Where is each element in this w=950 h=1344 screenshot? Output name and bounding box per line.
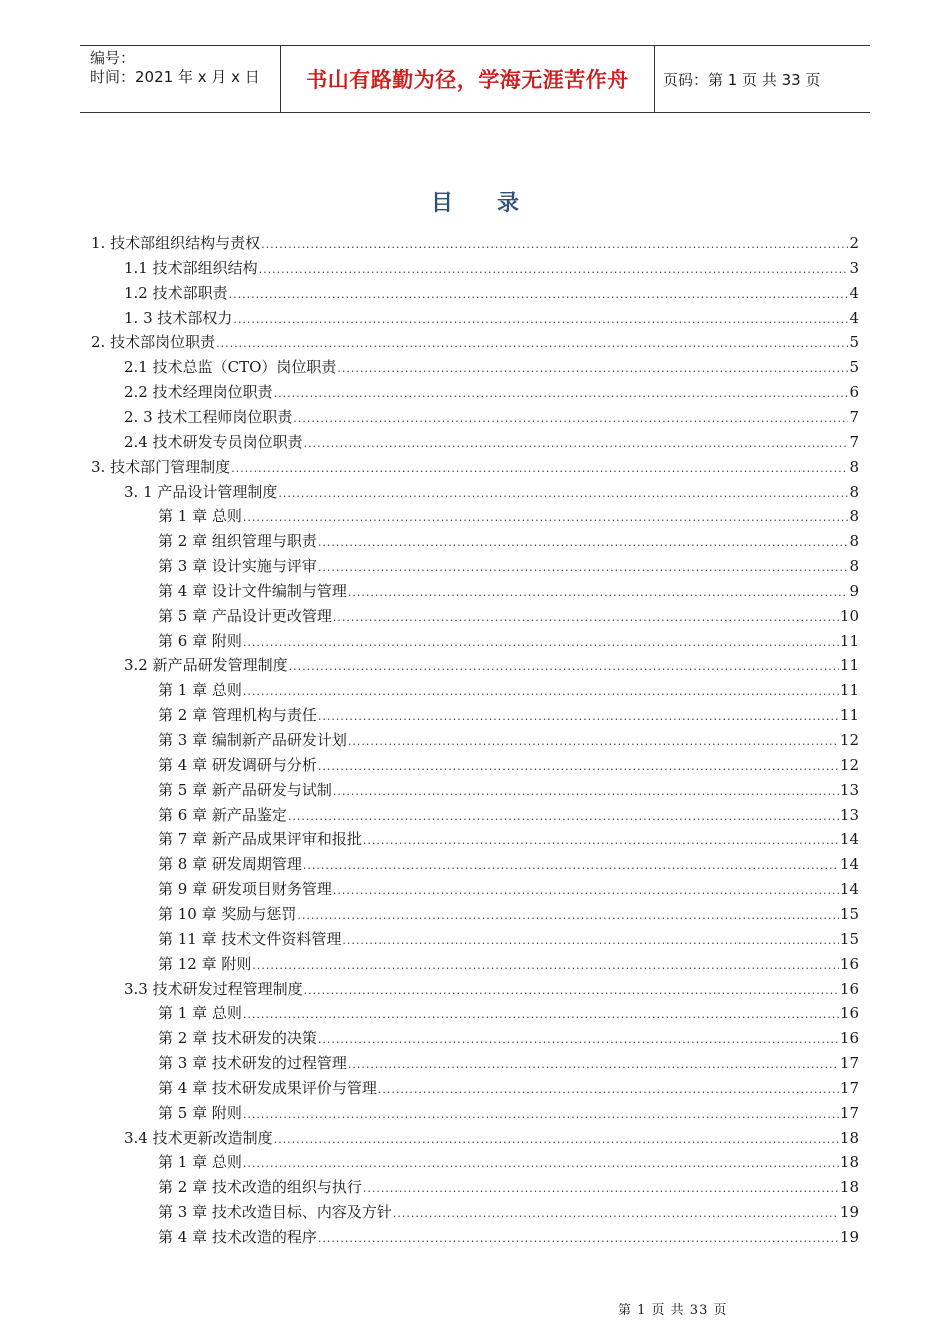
toc-entry-title: 1.2 技术部职责	[124, 283, 228, 302]
toc-entry[interactable]	[124, 380, 859, 404]
toc-entry-page: 7	[849, 407, 859, 426]
toc-entry-title: 2. 3 技术工程师岗位职责	[124, 407, 293, 426]
doc-number-label: 编号：	[90, 49, 136, 67]
toc-entry[interactable]	[158, 927, 859, 951]
toc-leader-dots	[289, 655, 839, 679]
toc-leader-dots	[293, 407, 848, 431]
toc-entry-title: 3.4 技术更新改造制度	[124, 1128, 273, 1147]
header-motto: 书山有路勤为径，学海无涯苦作舟	[281, 46, 655, 112]
toc-leader-dots	[378, 1078, 839, 1102]
toc-leader-dots	[259, 258, 849, 282]
toc-entry[interactable]	[124, 256, 859, 280]
toc-entry[interactable]	[158, 1175, 859, 1199]
toc-entry-page: 11	[839, 631, 859, 650]
toc-entry-title: 第 6 章 附则	[158, 631, 242, 650]
toc-leader-dots	[318, 1227, 839, 1251]
toc-leader-dots	[233, 308, 848, 332]
toc-leader-dots	[288, 805, 839, 829]
toc-entry-title: 第 5 章 新产品研发与试制	[158, 780, 332, 799]
toc-entry-page: 8	[849, 457, 859, 476]
toc-entry[interactable]	[158, 529, 859, 553]
toc-entry[interactable]	[158, 1001, 859, 1025]
toc-entry-page: 16	[839, 1029, 859, 1048]
toc-leader-dots	[243, 506, 849, 530]
toc-entry-title: 第 1 章 总则	[158, 681, 242, 700]
toc-entry-page: 14	[839, 880, 859, 899]
toc-entry[interactable]	[124, 405, 859, 429]
toc-entry-page: 14	[839, 855, 859, 874]
toc-entry-title: 1.1 技术部组织结构	[124, 258, 258, 277]
toc-entry-title: 第 3 章 技术研发的过程管理	[158, 1054, 347, 1073]
toc-entry-title: 1. 3 技术部权力	[124, 308, 233, 327]
toc-entry-title: 第 1 章 总则	[158, 1004, 242, 1023]
toc-entry-title: 第 6 章 新产品鉴定	[158, 805, 287, 824]
toc-entry-title: 第 4 章 技术改造的程序	[158, 1228, 317, 1246]
toc-leader-dots	[243, 1152, 839, 1176]
toc-entry[interactable]	[124, 355, 859, 379]
toc-entry-page: 12	[839, 755, 859, 774]
toc-title: 目录	[430, 191, 563, 216]
page-header	[80, 45, 870, 113]
toc-leader-dots	[363, 829, 839, 853]
toc-entry-page: 4	[849, 308, 859, 327]
toc-entry[interactable]	[158, 579, 859, 603]
toc-entry[interactable]	[158, 852, 859, 876]
toc-entry-title: 2.2 技术经理岗位职责	[124, 383, 273, 402]
toc-entry[interactable]	[158, 778, 859, 802]
toc-leader-dots	[318, 755, 839, 779]
toc-entry-title: 第 2 章 技术改造的组织与执行	[158, 1178, 362, 1197]
toc-entry[interactable]	[124, 480, 859, 504]
toc-entry-page: 11	[839, 656, 859, 675]
toc-entry-title: 第 4 章 研发调研与分析	[158, 755, 317, 774]
toc-leader-dots	[333, 780, 839, 804]
toc-leader-dots	[243, 631, 839, 655]
toc-entry[interactable]	[91, 231, 859, 255]
toc-entry[interactable]	[158, 604, 859, 628]
toc-entry[interactable]	[158, 952, 859, 976]
toc-entry[interactable]	[91, 330, 859, 354]
date-label: 时间：2021 年 x 月 x 日	[90, 68, 260, 86]
toc-leader-dots	[304, 432, 849, 456]
toc-leader-dots	[333, 879, 839, 903]
toc-leader-dots	[243, 1003, 839, 1027]
toc-entry-page: 2	[849, 234, 859, 252]
toc-entry-page: 5	[849, 358, 859, 377]
toc-entry-title: 3.3 技术研发过程管理制度	[124, 979, 303, 998]
toc-entry[interactable]	[124, 977, 859, 1001]
toc-leader-dots	[337, 357, 848, 381]
toc-leader-dots	[231, 457, 848, 481]
toc-entry[interactable]	[158, 1225, 859, 1249]
toc-entry-title: 第 5 章 产品设计更改管理	[158, 606, 332, 625]
toc-leader-dots	[348, 1053, 839, 1077]
toc-entry-title: 第 3 章 技术改造目标、内容及方针	[158, 1203, 392, 1222]
toc-entry-page: 11	[839, 706, 859, 725]
toc-entry-title: 3. 技术部门管理制度	[91, 457, 231, 476]
toc-leader-dots	[318, 531, 849, 555]
toc-entry[interactable]	[158, 877, 859, 901]
toc-entry[interactable]	[158, 1051, 859, 1075]
toc-entry[interactable]	[158, 803, 859, 827]
toc-entry-title: 3.2 新产品研发管理制度	[124, 656, 288, 675]
toc-entry-title: 1. 技术部组织结构与责权	[91, 234, 261, 252]
toc-leader-dots	[363, 1177, 839, 1201]
toc-entry-title: 第 1 章 总则	[158, 507, 242, 526]
toc-entry-page: 12	[839, 731, 859, 749]
header-meta	[80, 46, 281, 112]
toc-entry-page: 5	[849, 333, 859, 352]
toc-leader-dots	[274, 1128, 839, 1152]
toc-entry-page: 18	[839, 1153, 859, 1172]
toc-entry-title: 第 4 章 设计文件编制与管理	[158, 581, 347, 600]
toc-entry-page: 4	[849, 283, 859, 302]
toc-leader-dots	[216, 332, 848, 356]
toc-entry[interactable]	[158, 629, 859, 653]
toc-entry-title: 第 4 章 技术研发成果评价与管理	[158, 1078, 377, 1097]
toc-entry[interactable]	[158, 902, 859, 926]
toc-entry-page: 7	[849, 432, 859, 451]
toc-entry-page: 14	[839, 830, 859, 849]
toc-entry[interactable]	[158, 827, 859, 851]
toc-entry-title: 第 5 章 附则	[158, 1103, 242, 1122]
toc-leader-dots	[318, 705, 839, 729]
toc-leader-dots	[318, 1028, 839, 1052]
toc-entry[interactable]	[124, 653, 859, 677]
toc-entry-page: 8	[849, 532, 859, 551]
toc-entry-page: 17	[839, 1054, 859, 1073]
toc-entry-page: 16	[839, 979, 859, 998]
toc-entry[interactable]	[158, 504, 859, 528]
toc-leader-dots	[243, 1103, 839, 1127]
toc-entry[interactable]	[124, 1126, 859, 1150]
toc-entry-page: 9	[849, 581, 859, 600]
toc-entry[interactable]	[91, 455, 859, 479]
toc-entry[interactable]	[158, 1076, 859, 1100]
toc-entry[interactable]	[158, 1101, 859, 1125]
toc-entry-page: 15	[839, 929, 859, 948]
toc-entry[interactable]	[158, 728, 859, 752]
toc-entry-page: 13	[839, 805, 859, 824]
toc-entry-title: 第 9 章 研发项目财务管理	[158, 880, 332, 899]
toc-entry[interactable]	[124, 306, 859, 330]
header-page-info: 页码：第 1 页 共 33 页	[663, 70, 821, 89]
toc-leader-dots	[348, 730, 839, 754]
toc-leader-dots	[278, 482, 848, 506]
toc-entry-title: 第 10 章 奖励与惩罚	[158, 904, 297, 923]
toc-leader-dots	[333, 606, 839, 630]
toc-entry-title: 第 12 章 附则	[158, 954, 252, 973]
toc-leader-dots	[393, 1202, 839, 1226]
toc-entry-title: 2. 技术部岗位职责	[91, 333, 216, 352]
toc-entry-page: 15	[839, 904, 859, 923]
toc-entry-title: 第 3 章 设计实施与评审	[158, 557, 317, 576]
toc-entry-title: 第 2 章 技术研发的决策	[158, 1029, 317, 1048]
toc-entry-title: 第 7 章 新产品成果评审和报批	[158, 830, 362, 849]
toc-entry-page: 8	[849, 482, 859, 501]
toc-entry-title: 第 2 章 管理机构与责任	[158, 706, 317, 725]
toc-leader-dots	[252, 954, 839, 978]
toc-leader-dots	[318, 556, 849, 580]
footer-page-number: 第 1 页 共 33 页	[618, 1303, 728, 1318]
toc-leader-dots	[274, 382, 849, 406]
toc-entry-page: 19	[839, 1228, 859, 1246]
toc-entry-page: 19	[839, 1203, 859, 1222]
toc-entry-page: 6	[849, 383, 859, 402]
toc-entry[interactable]	[158, 1150, 859, 1174]
toc-entry-page: 3	[849, 258, 859, 277]
toc-entry[interactable]	[158, 1026, 859, 1050]
toc-leader-dots	[304, 979, 839, 1003]
toc-leader-dots	[348, 581, 849, 605]
toc-leader-dots	[297, 904, 839, 928]
toc-entry[interactable]	[158, 753, 859, 777]
toc-entry-page: 18	[839, 1178, 859, 1197]
toc-entry-title: 第 11 章 技术文件资料管理	[158, 929, 342, 948]
toc-leader-dots	[229, 283, 849, 307]
toc-leader-dots	[261, 233, 848, 257]
toc-entry-page: 18	[839, 1128, 859, 1147]
toc-leader-dots	[342, 929, 839, 953]
toc-entry-page: 16	[839, 1004, 859, 1023]
toc-entry-page: 8	[849, 557, 859, 576]
toc-entry[interactable]	[124, 281, 859, 305]
toc-entry-title: 第 3 章 编制新产品研发计划	[158, 731, 347, 749]
toc-entry[interactable]	[158, 678, 859, 702]
toc-entry[interactable]	[158, 703, 859, 727]
toc-leader-dots	[243, 680, 839, 704]
toc-entry-title: 第 8 章 研发周期管理	[158, 855, 302, 874]
toc-entry-page: 11	[839, 681, 859, 700]
toc-leader-dots	[303, 854, 839, 878]
toc-entry-page: 17	[839, 1078, 859, 1097]
toc-entry-title: 3. 1 产品设计管理制度	[124, 482, 278, 501]
toc-entry[interactable]	[124, 430, 859, 454]
toc-entry[interactable]	[158, 1200, 859, 1224]
toc-entry-title: 第 2 章 组织管理与职责	[158, 532, 317, 551]
toc-entry-page: 10	[839, 606, 859, 625]
toc-entry-page: 17	[839, 1103, 859, 1122]
toc-entry[interactable]	[158, 554, 859, 578]
toc-entry-page: 16	[839, 954, 859, 973]
toc-entry-title: 2.1 技术总监（CTO）岗位职责	[124, 358, 337, 377]
toc-entry-title: 2.4 技术研发专员岗位职责	[124, 432, 303, 451]
toc-entry-page: 8	[849, 507, 859, 526]
toc-entry-title: 第 1 章 总则	[158, 1153, 242, 1172]
toc-entry-page: 13	[839, 780, 859, 799]
